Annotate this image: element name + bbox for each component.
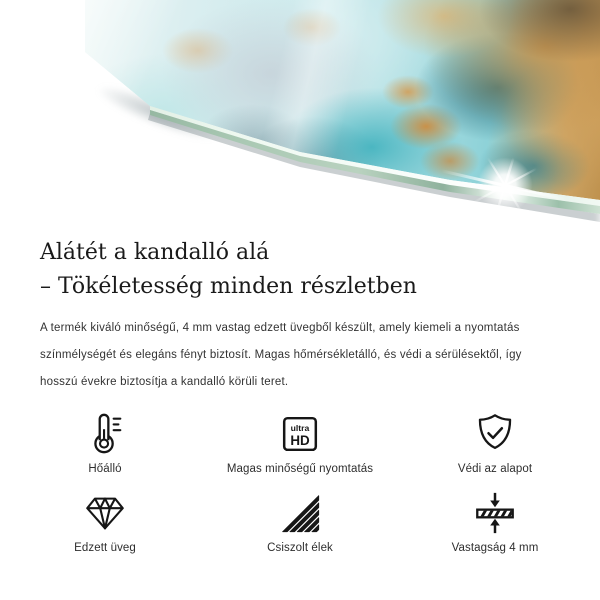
feature-grid <box>0 410 600 554</box>
ultra-hd-icon <box>277 410 323 458</box>
feature-label: Vastagság 4 mm <box>451 542 539 554</box>
thickness-icon <box>472 489 518 537</box>
svg-text:HD: HD <box>290 433 310 449</box>
feature-label: Csiszolt élek <box>267 542 333 554</box>
feature-heat-resistant <box>82 410 128 475</box>
page-title <box>40 236 560 304</box>
feature-label: Védi az alapot <box>457 463 533 475</box>
product-photo <box>0 0 600 230</box>
thermometer-icon <box>82 410 128 458</box>
feature-polished-edges <box>267 489 333 554</box>
feature-label: Magas minőségű nyomtatás <box>226 463 374 475</box>
shield-check-icon <box>472 410 518 458</box>
feature-base-protection <box>458 410 532 475</box>
product-info-section <box>0 230 600 554</box>
product-description: A termék kiváló minőségű, 4 mm vastag edzett üvegből készült, amely kiemeli a nyomtatás színmélységét és elegáns fényt biztosít. Magas hőmérsékletálló, és védi a sérülésektől, így hosszú évekre biztosítja a kandalló körüli teret. <box>40 322 522 388</box>
diamond-icon <box>81 489 129 537</box>
feature-tempered-glass <box>74 489 136 554</box>
feature-thickness <box>452 489 539 554</box>
feature-label: Edzett üveg <box>74 542 136 554</box>
svg-text:ultra: ultra <box>290 423 310 434</box>
feature-label: Hőálló <box>88 463 122 475</box>
page-title-line2: – Tökéletesség minden részletben <box>40 274 417 299</box>
polished-edges-icon <box>278 489 322 537</box>
feature-print-quality <box>227 410 373 475</box>
page-title-line1: Alátét a kandalló alá <box>40 240 270 265</box>
